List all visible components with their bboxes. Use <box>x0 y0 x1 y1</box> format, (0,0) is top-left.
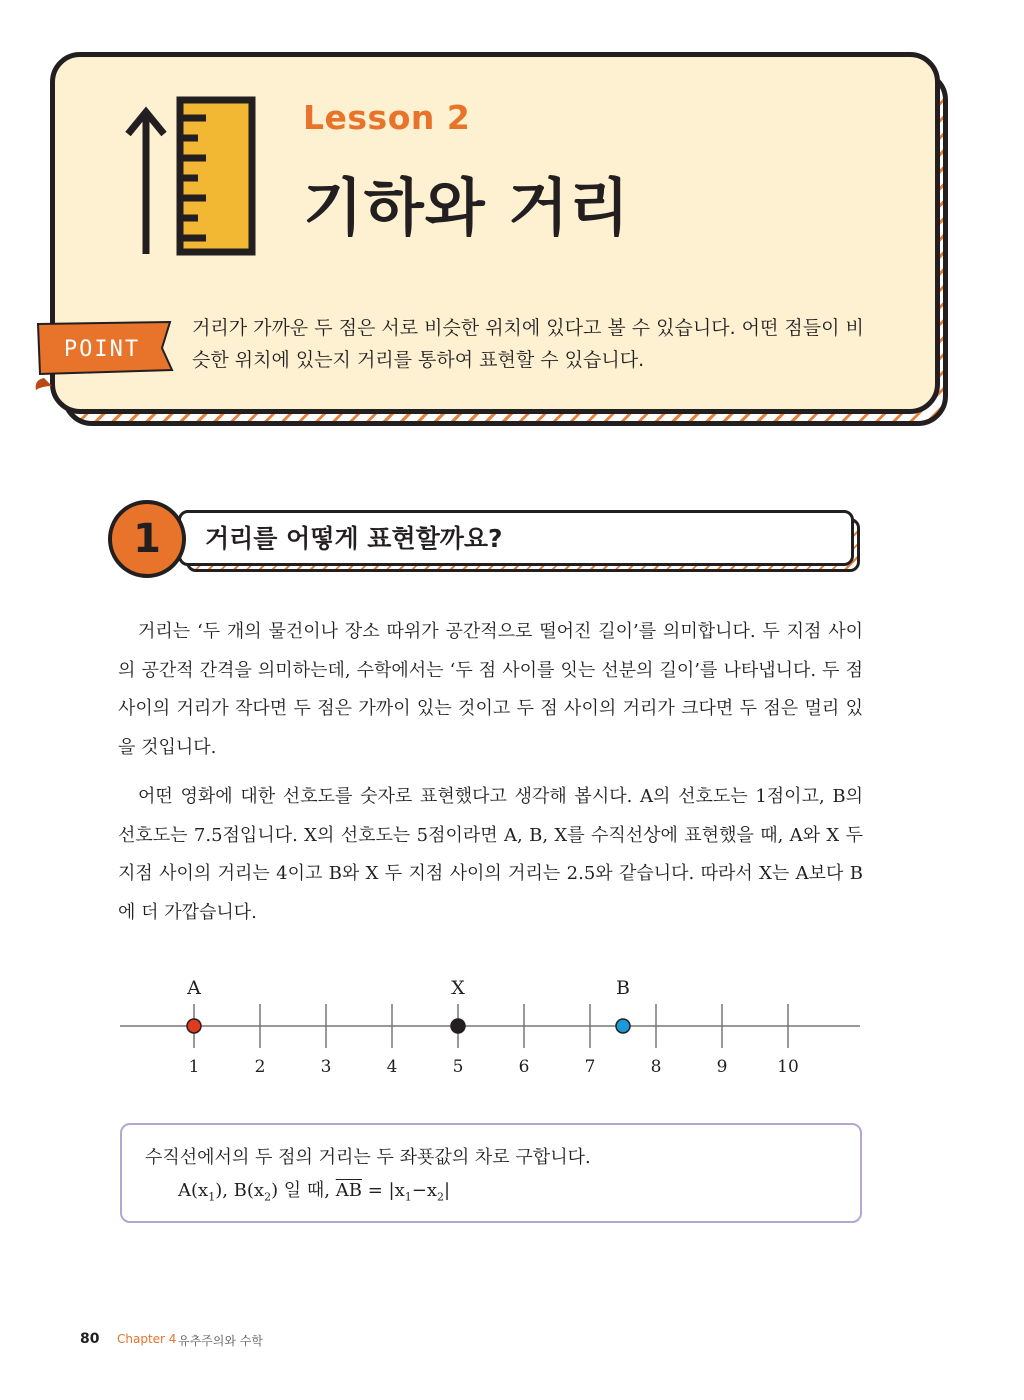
number-line-tick-label: 9 <box>716 1057 728 1077</box>
formula-sub-4: 2 <box>436 1190 444 1204</box>
number-line-tick-label: 5 <box>452 1057 464 1077</box>
point-text: 거리가 가까운 두 점은 서로 비슷한 위치에 있다고 볼 수 있습니다. 어떤 점들이 비슷한 위치에 있는지 거리를 통하여 표현할 수 있습니다. <box>192 317 864 371</box>
distance-formula <box>178 1176 450 1204</box>
formula-sub-3: 1 <box>404 1190 412 1204</box>
number-line <box>110 970 870 1080</box>
number-line-tick-label: 10 <box>777 1057 799 1077</box>
point-badge <box>30 314 180 394</box>
number-line-tick-label: 8 <box>650 1057 662 1077</box>
lesson-title: 기하와 거리 <box>303 171 631 244</box>
lesson-label: Lesson 2 <box>303 98 471 137</box>
body-paragraph-2: 어떤 영화에 대한 선호도를 숫자로 표현했다고 생각해 봅시다. A의 선호도는 1점이고, B의 선호도는 7.5점입니다. X의 선호도는 5점이라면 A, B, X를 수직선상에 표현했을 때, A와 X 두 지점 사이의 거리는 4이고 B와 X 두 지점 사이의 거리는 2.5와 같습니다. 따라서 X는 A보다 B에 더 가깝습니다. <box>118 786 863 923</box>
number-line-tick-label: 7 <box>584 1057 596 1077</box>
formula-segment: $\overline{AB}$ <box>335 1180 362 1201</box>
number-line-point-a <box>187 1019 201 1033</box>
formula-close-part: ) 일 때, <box>271 1180 336 1201</box>
section-number: 1 <box>133 516 161 562</box>
formula-end: | <box>443 1180 451 1201</box>
number-line-tick-label: 3 <box>320 1057 332 1077</box>
formula-equals: = |x <box>361 1180 405 1201</box>
ruler-with-arrow-icon <box>122 96 262 256</box>
number-line-point-label: X <box>451 977 465 999</box>
number-line-point-b <box>616 1019 630 1033</box>
formula-description: 수직선에서의 두 점의 거리는 두 좌푯값의 차로 구합니다. <box>145 1147 591 1168</box>
body-paragraph-1: 거리는 ‘두 개의 물건이나 장소 따위가 공간적으로 떨어진 길이’를 의미합니다. 두 지점 사이의 공간적 간격을 의미하는데, 수학에서는 ‘두 점 사이를 잇는 선분의 길이’를 나타냅니다. 두 점 사이의 거리가 작다면 두 점은 가까이 있는 것이고 두 점 사이의 거리가 크다면 두 점은 멀리 있을 것입니다. <box>118 621 863 758</box>
number-line-tick-label: 2 <box>254 1057 266 1077</box>
number-line-point-label: B <box>616 977 630 999</box>
number-line-tick-label: 4 <box>386 1057 398 1077</box>
chapter-label: Chapter 4 <box>117 1332 177 1346</box>
formula-minus: −x <box>411 1180 437 1201</box>
page-number: 80 <box>80 1331 100 1347</box>
number-line-point-label: A <box>187 977 201 999</box>
chapter-title: 유추주의와 수학 <box>178 1334 263 1348</box>
number-line-tick-label: 1 <box>188 1057 200 1077</box>
formula-sub-2: 2 <box>264 1190 272 1204</box>
point-badge-label: POINT <box>63 337 141 362</box>
number-line-tick-label: 6 <box>518 1057 530 1077</box>
formula-sub-1: 1 <box>208 1190 216 1204</box>
section-title: 거리를 어떻게 표현할까요? <box>205 524 503 553</box>
formula-box <box>120 1123 862 1223</box>
formula-b-part: ), B(x <box>215 1180 265 1201</box>
formula-a-part: A(x <box>178 1180 209 1201</box>
number-line-point-x <box>451 1019 465 1033</box>
